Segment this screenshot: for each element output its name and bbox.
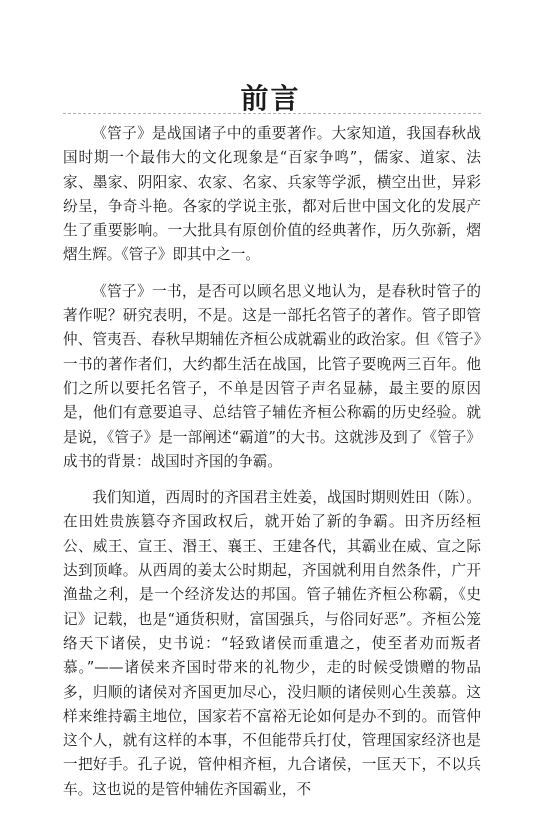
title-divider — [63, 113, 481, 114]
page-title: 前言 — [240, 82, 301, 115]
paragraph-1: 《管子》是战国诸子中的重要著作。大家知道，我国春秋战国时期一个最伟大的文化现象是“百家争鸣”，儒家、道家、法家、墨家、阴阳家、农家、名家、兵家等学派，横空出世，异彩纷呈，争奇斗艳。各家的学说主张，都对后世中国文化的发展产生了重要影响。一大批具有原创价值的经典著作，历久弥新，熠熠生辉。《管子》即其中之一。 — [63, 125, 481, 264]
body-text — [63, 122, 481, 814]
paragraph-2: 《管子》一书，是否可以顾名思义地认为，是春秋时管子的著作呢？研究表明，不是。这是一部托名管子的著作。管子即管仲、管夷吾、春秋早期辅佐齐桓公成就霸业的政治家。但《管子》一书的著作者们，大约都生活在战国，比管子要晚两三百年。他们之所以要托名管子，不单是因管子声名显赫，最主要的原因是，他们有意要追寻、总结管子辅佐齐桓公称霸的历史经验。就是说，《管子》是一部阐述“霸道”的大书。这就涉及到了《管子》成书的背景：战国时齐国的争霸。 — [63, 282, 481, 470]
paragraph-3: 我们知道，西周时的齐国君主姓姜，战国时期则姓田（陈）。在田姓贵族篡夺齐国政权后，就开始了新的争霸。田齐历经桓公、威王、宣王、湣王、襄王、王建各代，其霸业在威、宣之际达到顶峰。从西周的姜太公时期起，齐国就利用自然条件，广开渔盐之利，是一个经济发达的邦国。管子辅佐齐桓公称霸，《史记》记载，也是“通货积财，富国强兵，与俗同好恶”。齐桓公笼络天下诸侯，史书说：“轻致诸侯而重遣之，使至者劝而叛者慕。”——诸侯来齐国时带来的礼物少，走的时候受馈赠的物品多，归顺的诸侯对齐国更加尽心，没归顺的诸侯则心生羡慕。这样来维持霸主地位，国家若不富裕无论如何是办不到的。而管仲这个人，就有这样的本事，不但能带兵打仗，管理国家经济也是一把好手。孔子说，管仲相齐桓，九合诸侯，一匡天下，不以兵车。这也说的是管仲辅佐齐国霸业，不 — [63, 489, 481, 798]
